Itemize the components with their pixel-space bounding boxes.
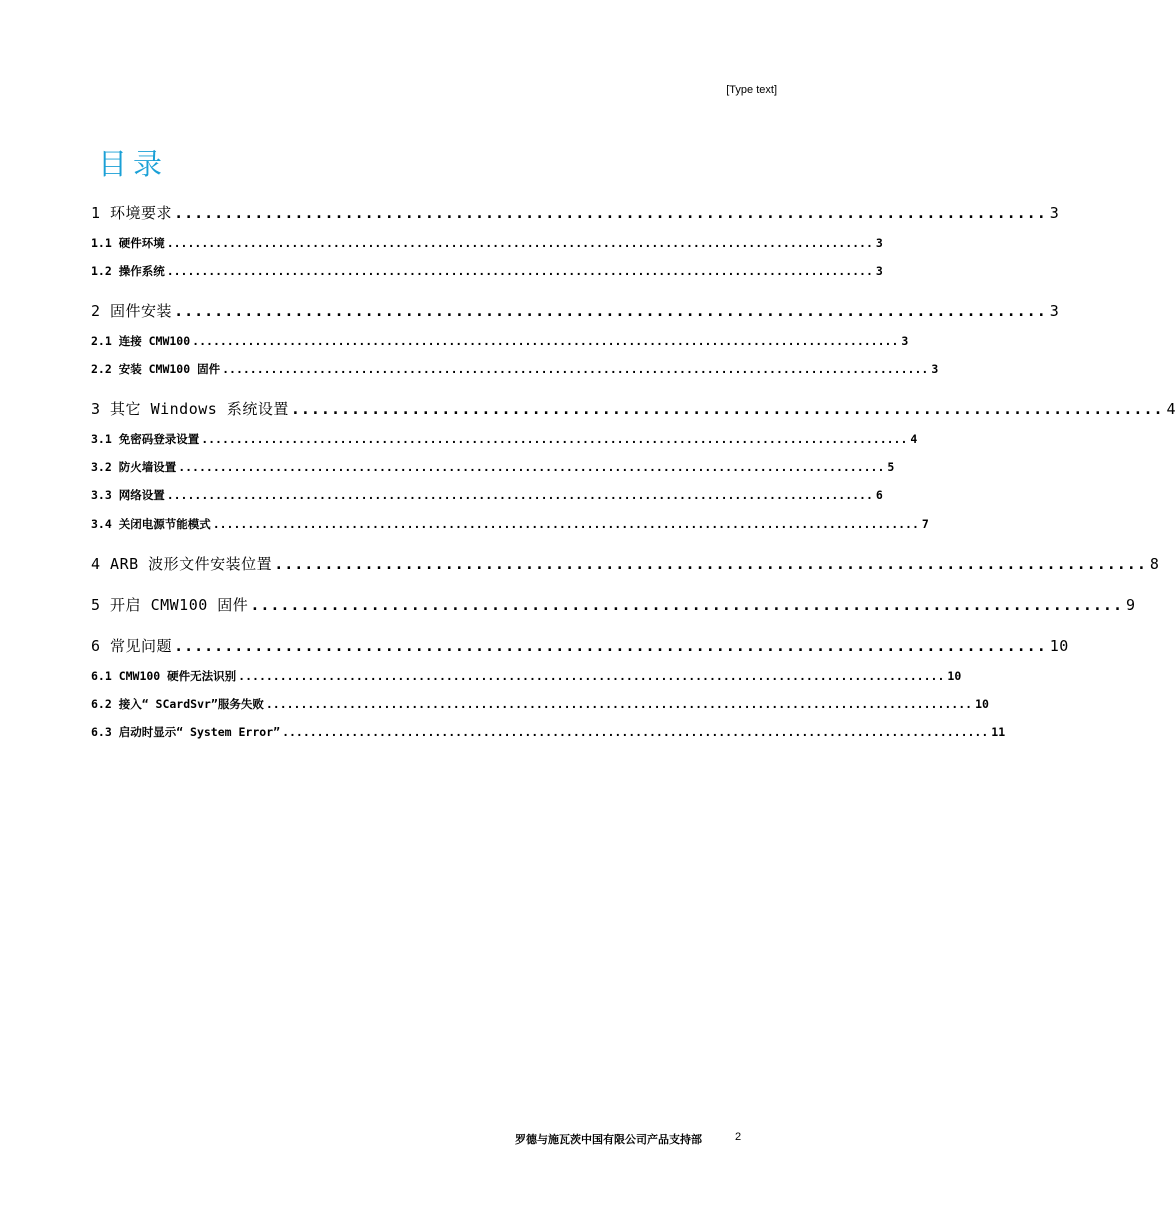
toc-entry-label: 1 环境要求 <box>91 204 173 222</box>
toc-entry-page: 10 <box>947 669 962 683</box>
toc-leader-dots: ....................................................................................... <box>174 302 1047 320</box>
toc-entry-page: 4 <box>1166 400 1176 418</box>
toc-entry[interactable] <box>91 263 883 279</box>
toc-entry-page: 6 <box>875 488 883 502</box>
toc-entry-page: 10 <box>1049 637 1069 655</box>
toc-leader-dots: ....................................................................................... <box>174 637 1047 655</box>
toc-entry-label: 4 ARB 波形文件安装位置 <box>91 555 273 573</box>
toc-entry-page: 9 <box>1126 596 1136 614</box>
toc-entry[interactable] <box>91 361 939 377</box>
toc-entry-label: 1.1 硬件环境 <box>91 236 165 250</box>
toc-entry-page: 3 <box>901 334 909 348</box>
toc-leader-dots: ....................................................................................... <box>174 204 1047 222</box>
toc-entry-label: 6.1 CMW100 硬件无法识别 <box>91 669 237 683</box>
toc-leader-dots: ....................................................................................... <box>290 400 1164 418</box>
toc-entry-label: 6.3 启动时显示“ System Error” <box>91 725 281 739</box>
toc-entry-page: 3 <box>875 236 883 250</box>
toc-entry-label: 3.4 关闭电源节能模式 <box>91 517 211 531</box>
footer-company: 罗德与施瓦茨中国有限公司产品支持部 <box>515 1133 702 1146</box>
toc-entry-label: 2.1 连接 CMW100 <box>91 334 191 348</box>
toc-entry[interactable] <box>91 553 1160 574</box>
toc-leader-dots: ...................................................................................................... <box>238 669 945 683</box>
toc-entry[interactable] <box>91 300 1060 321</box>
toc-entry-page: 3 <box>1049 302 1060 320</box>
toc-entry-label: 6.2 接入“ SCardSvr”服务失败 <box>91 697 264 711</box>
toc-entry-page: 8 <box>1149 555 1160 573</box>
toc-entry-page: 5 <box>887 460 895 474</box>
toc-entry-label: 2 固件安装 <box>91 302 173 320</box>
toc-entry[interactable] <box>91 724 1006 740</box>
toc-entry[interactable] <box>91 398 1176 419</box>
toc-entry[interactable] <box>91 202 1060 223</box>
toc-entry-label: 3.3 网络设置 <box>91 488 165 502</box>
toc-entry[interactable] <box>91 235 883 251</box>
toc-entry-page: 3 <box>875 264 883 278</box>
toc-leader-dots: ....................................................................................... <box>250 596 1123 614</box>
toc-entry-page: 4 <box>910 432 918 446</box>
toc-entry[interactable] <box>91 668 962 684</box>
toc-entry[interactable] <box>91 487 883 503</box>
toc-entry[interactable] <box>91 635 1069 656</box>
toc-leader-dots: ...................................................................................................... <box>178 460 885 474</box>
toc-leader-dots: ....................................................................................... <box>274 555 1147 573</box>
toc-entry[interactable] <box>91 459 895 475</box>
toc-entry-label: 2.2 安装 CMW100 固件 <box>91 362 221 376</box>
toc-entry[interactable] <box>91 516 929 532</box>
toc-entry-label: 6 常见问题 <box>91 637 173 655</box>
toc-entry-label: 5 开启 CMW100 固件 <box>91 596 249 614</box>
toc-leader-dots: ...................................................................................................... <box>265 697 973 711</box>
toc-entry-page: 7 <box>921 517 929 531</box>
toc-entry-label: 3.2 防火墙设置 <box>91 460 177 474</box>
toc-title: 目录 <box>98 147 169 181</box>
footer-page-number: 2 <box>735 1131 742 1143</box>
toc-entry[interactable] <box>91 431 918 447</box>
toc-leader-dots: ...................................................................................................... <box>166 488 873 502</box>
toc-entry[interactable] <box>91 696 989 712</box>
page-footer <box>515 1131 742 1147</box>
toc-entry-page: 3 <box>1049 204 1060 222</box>
toc-leader-dots: ...................................................................................................... <box>212 517 919 531</box>
page-header-text: [Type text] <box>726 84 777 96</box>
toc-leader-dots: ...................................................................................................... <box>166 236 873 250</box>
toc-entry-label: 1.2 操作系统 <box>91 264 165 278</box>
toc-entry-page: 11 <box>991 725 1006 739</box>
toc-entry-page: 10 <box>975 697 989 711</box>
toc-leader-dots: ...................................................................................................... <box>282 725 989 739</box>
toc-entry-label: 3.1 免密码登录设置 <box>91 432 200 446</box>
toc-leader-dots: ...................................................................................................... <box>192 334 899 348</box>
toc-leader-dots: ...................................................................................................... <box>222 362 929 376</box>
toc-leader-dots: ...................................................................................................... <box>201 432 908 446</box>
toc-entry-label: 3 其它 Windows 系统设置 <box>91 400 289 418</box>
toc-entry-page: 3 <box>931 362 939 376</box>
toc-entry[interactable] <box>91 333 909 349</box>
toc-leader-dots: ...................................................................................................... <box>166 264 873 278</box>
toc-entry[interactable] <box>91 594 1136 615</box>
